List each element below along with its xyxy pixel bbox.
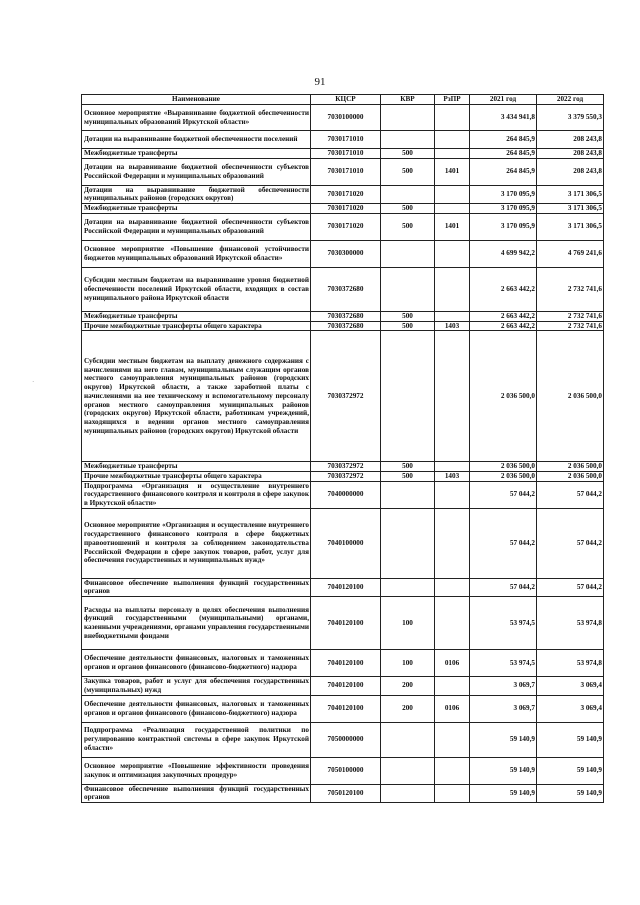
row-amount-2021: 3 170 095,9 — [470, 204, 537, 214]
row-name: Субсидии местным бюджетам на выплату денежного содержания с начислениями на него главам, муниципальным служащим органов местного самоуправления муниципальных районов (городских округов) Иркутской области, а также заработной платы с начислениями на нее техническому и вспомогательному персоналу органов местного самоуправления муниципальных районов (городских округов) Иркутской области, работникам учреждений, находящихся в ведении органов местного самоуправления муниципальных районов (городских округов) Иркутской области — [82, 331, 311, 462]
row-rzpr: 1403 — [435, 321, 470, 331]
table-row — [82, 158, 604, 185]
row-name: Основное мероприятие «Повышение финансовой устойчивости бюджетов муниципальных образований Иркутской области» — [82, 240, 311, 267]
row-kvr — [381, 784, 435, 802]
row-amount-2022: 2 732 741,6 — [537, 321, 604, 331]
row-rzpr — [435, 185, 470, 203]
row-kvr: 500 — [381, 158, 435, 185]
row-amount-2021: 264 845,9 — [470, 158, 537, 185]
row-kcsr: 7030372680 — [311, 267, 381, 311]
row-amount-2021: 2 036 500,0 — [470, 331, 537, 462]
row-kvr — [381, 131, 435, 149]
row-name: Закупка товаров, работ и услуг для обеспечения государственных (муниципальных) нужд — [82, 677, 311, 695]
row-rzpr — [435, 578, 470, 596]
row-amount-2021: 3 170 095,9 — [470, 185, 537, 203]
row-name: Дотации на выравнивание бюджетной обеспеченности субъектов Российской Федерации и муниципальных образований — [82, 158, 311, 185]
row-amount-2021: 3 069,7 — [470, 677, 537, 695]
row-kcsr: 7050100000 — [311, 757, 381, 784]
row-amount-2022: 3 379 550,3 — [537, 105, 604, 131]
row-kvr: 500 — [381, 471, 435, 481]
row-amount-2021: 264 845,9 — [470, 131, 537, 149]
table-row — [82, 508, 604, 578]
row-rzpr — [435, 481, 470, 508]
row-amount-2022: 59 140,9 — [537, 722, 604, 757]
row-kcsr: 7030171020 — [311, 213, 381, 240]
table-row — [82, 650, 604, 677]
row-kcsr: 7030372972 — [311, 462, 381, 472]
row-kvr: 500 — [381, 321, 435, 331]
row-amount-2021: 59 140,9 — [470, 757, 537, 784]
row-kvr: 100 — [381, 650, 435, 677]
row-kcsr: 7040120100 — [311, 578, 381, 596]
row-kcsr: 7050000000 — [311, 722, 381, 757]
row-rzpr: 1401 — [435, 213, 470, 240]
row-amount-2022: 53 974,8 — [537, 597, 604, 650]
page-number: 91 — [314, 76, 326, 88]
row-amount-2021: 2 663 442,2 — [470, 267, 537, 311]
row-amount-2021: 2 663 442,2 — [470, 321, 537, 331]
row-kcsr: 7040100000 — [311, 508, 381, 578]
table-body — [82, 105, 604, 803]
table-row — [82, 462, 604, 472]
row-kcsr: 7040120100 — [311, 650, 381, 677]
row-amount-2022: 2 732 741,6 — [537, 267, 604, 311]
header-rzpr: РзПР — [435, 95, 470, 105]
table-row — [82, 784, 604, 802]
row-amount-2022: 3 171 306,5 — [537, 185, 604, 203]
row-kvr — [381, 508, 435, 578]
row-rzpr — [435, 784, 470, 802]
row-kcsr: 7030100000 — [311, 105, 381, 131]
table-row — [82, 213, 604, 240]
table-row — [82, 471, 604, 481]
row-amount-2021: 59 140,9 — [470, 722, 537, 757]
row-amount-2022: 4 769 241,6 — [537, 240, 604, 267]
row-amount-2022: 3 069,4 — [537, 677, 604, 695]
row-amount-2021: 3 434 941,8 — [470, 105, 537, 131]
row-amount-2022: 3 171 306,5 — [537, 213, 604, 240]
table-row — [82, 267, 604, 311]
table-row — [82, 578, 604, 596]
row-kcsr: 7030171010 — [311, 131, 381, 149]
row-name: Подпрограмма «Организация и осуществление внутреннего государственного финансового контроля и контроля в сфере закупок в Иркутской области» — [82, 481, 311, 508]
row-name: Обеспечение деятельности финансовых, налоговых и таможенных органов и органов финансового (финансово-бюджетного) надзора — [82, 695, 311, 722]
row-amount-2022: 57 044,2 — [537, 508, 604, 578]
row-amount-2022: 3 171 306,5 — [537, 204, 604, 214]
table-row — [82, 131, 604, 149]
row-name: Финансовое обеспечение выполнения функций государственных органов — [82, 578, 311, 596]
table-header-row — [82, 95, 604, 105]
row-kcsr: 7040120100 — [311, 695, 381, 722]
row-rzpr: 0106 — [435, 650, 470, 677]
row-rzpr — [435, 331, 470, 462]
row-rzpr — [435, 757, 470, 784]
row-name: Расходы на выплаты персоналу в целях обеспечения выполнения функций государственными (муниципальными) органами, казенными учреждениями, органами управления государственными внебюджетными фондами — [82, 597, 311, 650]
row-name: Прочие межбюджетные трансферты общего характера — [82, 321, 311, 331]
row-amount-2021: 53 974,5 — [470, 597, 537, 650]
header-name: Наименование — [82, 95, 311, 105]
table-row — [82, 331, 604, 462]
row-kvr — [381, 481, 435, 508]
row-amount-2021: 2 663 442,2 — [470, 311, 537, 321]
table-row — [82, 722, 604, 757]
row-rzpr — [435, 149, 470, 159]
row-amount-2022: 57 044,2 — [537, 578, 604, 596]
row-kcsr: 7030372680 — [311, 321, 381, 331]
row-name: Субсидии местным бюджетам на выравнивание уровня бюджетной обеспеченности поселений Иркутской области, входящих в состав муниципального района Иркутской области — [82, 267, 311, 311]
row-rzpr — [435, 508, 470, 578]
row-amount-2022: 208 243,8 — [537, 131, 604, 149]
row-amount-2021: 3 170 095,9 — [470, 213, 537, 240]
row-rzpr — [435, 677, 470, 695]
table-row — [82, 149, 604, 159]
row-kvr: 200 — [381, 677, 435, 695]
row-kcsr: 7030171010 — [311, 149, 381, 159]
row-rzpr — [435, 240, 470, 267]
row-rzpr: 1403 — [435, 471, 470, 481]
row-kcsr: 7030372972 — [311, 331, 381, 462]
row-rzpr: 1401 — [435, 158, 470, 185]
row-amount-2022: 53 974,8 — [537, 650, 604, 677]
table-row — [82, 321, 604, 331]
row-kvr: 500 — [381, 311, 435, 321]
row-amount-2022: 208 243,8 — [537, 158, 604, 185]
row-amount-2022: 208 243,8 — [537, 149, 604, 159]
row-rzpr — [435, 105, 470, 131]
table-row — [82, 204, 604, 214]
row-kvr — [381, 185, 435, 203]
row-name: Обеспечение деятельности финансовых, налоговых и таможенных органов и органов финансового (финансово-бюджетного) надзора — [82, 650, 311, 677]
row-kvr: 100 — [381, 597, 435, 650]
table-row — [82, 597, 604, 650]
row-kvr: 500 — [381, 213, 435, 240]
row-amount-2022: 2 036 500,0 — [537, 471, 604, 481]
table-row — [82, 185, 604, 203]
row-amount-2022: 3 069,4 — [537, 695, 604, 722]
table-row — [82, 481, 604, 508]
row-kcsr: 7030372680 — [311, 311, 381, 321]
header-year-2022: 2022 год — [537, 95, 604, 105]
header-kcsr: КЦСР — [311, 95, 381, 105]
row-kvr — [381, 240, 435, 267]
row-name: Подпрограмма «Реализация государственной политики по регулированию контрактной системы в сфере закупок Иркутской области» — [82, 722, 311, 757]
row-rzpr — [435, 462, 470, 472]
row-kvr — [381, 267, 435, 311]
row-amount-2022: 2 036 500,0 — [537, 331, 604, 462]
row-kcsr: 7040120100 — [311, 597, 381, 650]
table-row — [82, 695, 604, 722]
row-kvr — [381, 757, 435, 784]
row-rzpr — [435, 267, 470, 311]
row-kvr: 500 — [381, 462, 435, 472]
table-row — [82, 677, 604, 695]
row-name: Межбюджетные трансферты — [82, 149, 311, 159]
row-rzpr — [435, 204, 470, 214]
row-name: Основное мероприятие «Повышение эффективности проведения закупок и оптимизация закупочных процедур» — [82, 757, 311, 784]
row-amount-2021: 2 036 500,0 — [470, 462, 537, 472]
row-rzpr — [435, 131, 470, 149]
row-rzpr — [435, 597, 470, 650]
row-amount-2021: 57 044,2 — [470, 508, 537, 578]
row-amount-2021: 2 036 500,0 — [470, 471, 537, 481]
table-row — [82, 105, 604, 131]
row-kcsr: 7030171010 — [311, 158, 381, 185]
row-amount-2021: 59 140,9 — [470, 784, 537, 802]
row-kvr — [381, 722, 435, 757]
row-kvr — [381, 105, 435, 131]
row-rzpr: 0106 — [435, 695, 470, 722]
row-rzpr — [435, 722, 470, 757]
row-amount-2021: 3 069,7 — [470, 695, 537, 722]
row-kcsr: 7040120100 — [311, 677, 381, 695]
row-kcsr: 7050120100 — [311, 784, 381, 802]
header-year-2021: 2021 год — [470, 95, 537, 105]
row-name: Межбюджетные трансферты — [82, 311, 311, 321]
row-name: Дотации на выравнивание бюджетной обеспеченности муниципальных районов (городских округов) — [82, 185, 311, 203]
header-kvr: КВР — [381, 95, 435, 105]
row-amount-2021: 57 044,2 — [470, 481, 537, 508]
row-name: Межбюджетные трансферты — [82, 462, 311, 472]
row-kvr: 500 — [381, 149, 435, 159]
row-name: Межбюджетные трансферты — [82, 204, 311, 214]
table-row — [82, 240, 604, 267]
row-kvr — [381, 578, 435, 596]
row-amount-2021: 53 974,5 — [470, 650, 537, 677]
row-name: Финансовое обеспечение выполнения функций государственных органов — [82, 784, 311, 802]
row-kcsr: 7030300000 — [311, 240, 381, 267]
row-amount-2021: 4 699 942,2 — [470, 240, 537, 267]
row-name: Основное мероприятие «Выравнивание бюджетной обеспеченности муниципальных образований Иркутской области» — [82, 105, 311, 131]
row-kcsr: 7040000000 — [311, 481, 381, 508]
margin-mark: · — [32, 378, 35, 386]
row-kcsr: 7030372972 — [311, 471, 381, 481]
row-kvr: 200 — [381, 695, 435, 722]
row-amount-2021: 57 044,2 — [470, 578, 537, 596]
row-kcsr: 7030171020 — [311, 204, 381, 214]
table-row — [82, 757, 604, 784]
row-rzpr — [435, 311, 470, 321]
row-amount-2021: 264 845,9 — [470, 149, 537, 159]
row-name: Дотации на выравнивание бюджетной обеспеченности субъектов Российской Федерации и муниципальных образований — [82, 213, 311, 240]
row-amount-2022: 57 044,2 — [537, 481, 604, 508]
row-kvr — [381, 331, 435, 462]
row-kcsr: 7030171020 — [311, 185, 381, 203]
row-name: Основное мероприятие «Организация и осуществление внутреннего государственного финансового контроля в сфере бюджетных правоотношений и контроля за соблюдением законодательства Российской Федерации в сфере закупок товаров, работ, услуг для обеспечения государственных и муниципальных нужд» — [82, 508, 311, 578]
row-amount-2022: 2 036 500,0 — [537, 462, 604, 472]
table-row — [82, 311, 604, 321]
row-amount-2022: 59 140,9 — [537, 757, 604, 784]
row-kvr: 500 — [381, 204, 435, 214]
row-name: Дотации на выравнивание бюджетной обеспеченности поселений — [82, 131, 311, 149]
row-amount-2022: 59 140,9 — [537, 784, 604, 802]
budget-table — [81, 94, 604, 803]
row-amount-2022: 2 732 741,6 — [537, 311, 604, 321]
row-name: Прочие межбюджетные трансферты общего характера — [82, 471, 311, 481]
